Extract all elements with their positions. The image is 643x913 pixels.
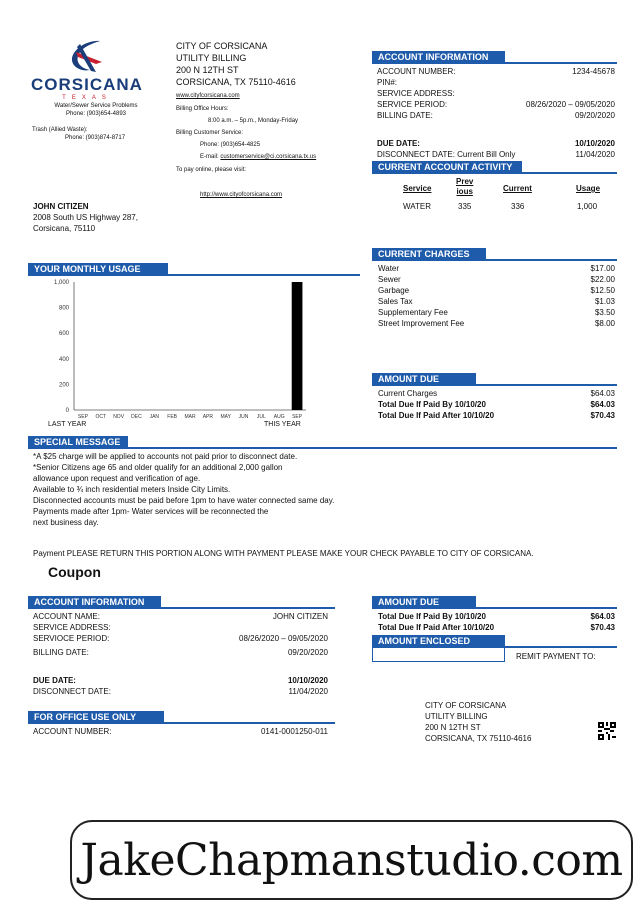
payment-instruction: Payment PLEASE RETURN THIS PORTION ALONG WITH PAYMENT PLEASE MAKE YOUR CHECK PAYABLE TO CITY OF CORSICANA.: [33, 549, 534, 558]
disconnect-label: DISCONNECT DATE: Current Bill Only: [377, 150, 516, 159]
disconnect-date: 11/04/2020: [575, 150, 615, 159]
special-line: Payments made after 1pm- Water services will be reconnected the: [33, 507, 269, 516]
account-number: 1234-45678: [572, 67, 615, 76]
coupon-due: 10/10/2020: [287, 676, 328, 685]
this-year-label: THIS YEAR: [264, 421, 301, 428]
special-rule: [128, 447, 617, 449]
customer-service-label: Billing Customer Service:: [176, 130, 244, 136]
due-block: [377, 138, 615, 160]
charge-row: [378, 296, 615, 307]
amount-enclosed-header: AMOUNT ENCLOSED: [372, 635, 505, 648]
water-label: Water/Sewer Service Problems: [54, 103, 138, 109]
office-hours-label: Billing Office Hours:: [176, 106, 229, 112]
charge-value: $17.00: [590, 264, 615, 273]
x-tick-label: NOV: [113, 414, 125, 420]
activity-rule: [522, 172, 617, 174]
y-tick-label: 0: [65, 408, 69, 414]
coupon-after-value: $70.43: [590, 623, 615, 632]
customer-name: JOHN CITIZEN: [33, 202, 89, 211]
remit-label: REMIT PAYMENT TO:: [516, 652, 596, 661]
x-tick-label: MAY: [220, 414, 231, 420]
y-tick-label: 600: [58, 331, 69, 338]
special-header: SPECIAL MESSAGE: [28, 436, 128, 449]
col-prev-line1: Prev: [456, 177, 474, 186]
watermark-text: JakeChapmanstudio.com: [80, 834, 623, 886]
coupon-due-label: DUE DATE:: [33, 676, 76, 685]
coupon-amount-due-rule: [476, 607, 617, 609]
coupon-disconnect-label: DISCONNECT DATE:: [33, 687, 111, 696]
col-service: Service: [403, 184, 432, 193]
billing-date: 09/20/2020: [574, 111, 615, 120]
x-tick-label: APR: [202, 414, 213, 420]
pay-online-link[interactable]: http://www.cityofcorsicana.com: [200, 192, 283, 198]
coupon-by-label: Total Due If Paid By 10/10/20: [378, 612, 486, 621]
service-address-label: SERVICE ADDRESS:: [377, 89, 455, 98]
charge-label: Sewer: [378, 275, 401, 284]
charge-row: [378, 274, 615, 285]
charges-header: CURRENT CHARGES: [372, 248, 486, 261]
remit-line3: 200 N 12TH ST: [425, 723, 481, 732]
coupon-billing-label: BILLING DATE:: [33, 648, 89, 657]
coupon-account-header: ACCOUNT INFORMATION: [28, 596, 161, 609]
remit-line2: UTILITY BILLING: [425, 712, 488, 721]
total-after-value: $70.43: [590, 411, 615, 420]
amount-due-rule: [476, 384, 617, 386]
x-tick-label: SEP: [77, 414, 88, 420]
usage-bar: [292, 282, 303, 410]
customer-service-email: [200, 153, 316, 161]
charge-value: $22.00: [590, 275, 615, 284]
usage-chart: [28, 276, 318, 428]
activity-previous: 335: [458, 202, 472, 211]
charge-label: Water: [378, 264, 400, 273]
coupon-account-body: [33, 611, 328, 658]
x-tick-label: MAR: [184, 414, 196, 420]
special-line: Disconnected accounts must be paid before 1pm to have water connected same day.: [33, 496, 335, 505]
remit-address: [425, 700, 531, 744]
coupon-name: JOHN CITIZEN: [272, 612, 328, 621]
coupon-period-label: SERVIOCE PERIOD:: [33, 634, 110, 643]
activity-usage: 1,000: [577, 202, 598, 211]
trash-contact: [32, 126, 152, 142]
charge-row: [378, 263, 615, 274]
special-message: [33, 451, 433, 528]
coupon-due-body: [33, 675, 328, 697]
charge-row: [378, 307, 615, 318]
account-info-header: ACCOUNT INFORMATION: [372, 51, 505, 64]
city-line1: CITY OF CORSICANA: [176, 41, 268, 51]
website-link[interactable]: www.cityfcorsicana.com: [176, 93, 240, 99]
customer-address2: Corsicana, 75110: [33, 224, 96, 233]
col-current: Current: [503, 184, 532, 193]
amount-due-body: [378, 388, 615, 421]
logo: [28, 38, 146, 102]
charge-label: Supplementary Fee: [378, 308, 448, 317]
col-usage: Usage: [576, 184, 601, 193]
office-account-row: [33, 726, 328, 737]
service-period: 08/26/2020 – 09/05/2020: [526, 100, 615, 109]
amount-enclosed-field[interactable]: [372, 648, 505, 662]
special-line: *Senior Citizens age 65 and older qualify for an additional 2,000 gallon: [33, 463, 283, 472]
special-line: *A $25 charge will be applied to accounts not paid prior to disconnect date.: [33, 452, 298, 461]
col-previous: [456, 177, 473, 197]
charge-row: [378, 318, 615, 329]
charges-rule: [486, 259, 617, 261]
activity-current: 336: [511, 202, 525, 211]
trash-phone: Phone: (903)874-8717: [65, 135, 126, 141]
x-tick-label: OCT: [95, 414, 107, 420]
coupon-by-value: $64.03: [590, 612, 615, 621]
special-line: next business day.: [33, 518, 99, 527]
charge-label: Sales Tax: [378, 297, 413, 306]
email-link[interactable]: customerservice@ci.corsicana.tx.us: [220, 154, 317, 160]
charge-value: $3.50: [594, 308, 615, 317]
charge-value: $12.50: [590, 286, 615, 295]
city-line3: 200 N 12TH ST: [176, 65, 239, 75]
customer-service-phone: Phone: (903)654-4825: [200, 142, 261, 148]
charges-list: [378, 263, 615, 329]
remit-line1: CITY OF CORSICANA: [425, 701, 507, 710]
usage-header: YOUR MONTHLY USAGE: [28, 263, 168, 276]
amount-enclosed-rule: [505, 646, 617, 648]
city-line2: UTILITY BILLING: [176, 53, 247, 63]
current-charges-label: Current Charges: [378, 389, 438, 398]
customer-address1: 2008 South US Highway 287,: [33, 213, 138, 222]
amount-due-header: AMOUNT DUE: [372, 373, 476, 386]
email-label: E-mail:: [200, 154, 219, 160]
current-charges-value: $64.03: [590, 389, 615, 398]
office-account-number: 0141-0001250-011: [260, 727, 328, 736]
x-tick-label: JUL: [256, 414, 266, 420]
coupon-amount-due-body: [378, 611, 615, 633]
charge-row: [378, 285, 615, 296]
total-by-value: $64.03: [590, 400, 615, 409]
activity-service: WATER: [403, 202, 431, 211]
water-phone: Phone: (903)654-4893: [65, 111, 127, 117]
coupon-name-label: ACCOUNT NAME:: [33, 612, 100, 621]
charge-value: $1.03: [594, 297, 615, 306]
coupon-account-rule: [161, 607, 335, 609]
office-hours: 8:00 a.m. – 5p.m., Monday-Friday: [208, 118, 299, 124]
total-after-label: Total Due If Paid After 10/10/20: [378, 411, 495, 420]
coupon-title: Coupon: [48, 564, 101, 580]
coupon-disconnect: 11/04/2020: [288, 687, 328, 696]
remit-line4: CORSICANA, TX 75110-4616: [425, 734, 532, 743]
coupon-period: 08/26/2020 – 09/05/2020: [239, 634, 328, 643]
coupon-amount-due-header: AMOUNT DUE: [372, 596, 476, 609]
watermark-box: [70, 820, 633, 900]
col-prev-line2: ious: [456, 187, 473, 196]
x-tick-label: AUG: [273, 414, 285, 420]
x-tick-label: JAN: [149, 414, 160, 420]
due-date: 10/10/2020: [574, 139, 615, 148]
account-info-body: [377, 66, 615, 121]
water-contact: [40, 102, 152, 118]
logo-sub: TEXAS: [62, 95, 112, 101]
y-tick-label: 1,000: [53, 280, 69, 286]
service-period-label: SERVICE PERIOD:: [377, 100, 448, 109]
office-use-rule: [164, 722, 335, 724]
coupon-service-address-label: SERVICE ADDRESS:: [33, 623, 111, 632]
x-tick-label: SEP: [292, 414, 303, 420]
total-by-label: Total Due If Paid By 10/10/20: [378, 400, 486, 409]
billing-date-label: BILLING DATE:: [377, 111, 433, 120]
office-account-label: ACCOUNT NUMBER:: [33, 727, 112, 736]
charge-value: $8.00: [594, 319, 615, 328]
trash-label: Trash (Allied Waste):: [32, 127, 88, 133]
customer-address: [33, 201, 138, 234]
coupon-after-label: Total Due If Paid After 10/10/20: [378, 623, 495, 632]
special-line: allowance upon request and verification of age.: [33, 474, 201, 483]
special-line: Available to ¾ inch residential meters Inside City Limits.: [33, 485, 231, 494]
due-date-label: DUE DATE:: [377, 139, 420, 148]
activity-header: CURRENT ACCOUNT ACTIVITY: [372, 161, 522, 174]
city-address: [176, 40, 356, 88]
x-tick-label: DEC: [131, 414, 142, 420]
pin-label: PIN#:: [377, 78, 398, 87]
charge-label: Garbage: [378, 286, 410, 295]
y-tick-label: 400: [58, 356, 69, 363]
logo-name: CORSICANA: [31, 75, 143, 94]
office-use-header: FOR OFFICE USE ONLY: [28, 711, 164, 724]
y-tick-label: 200: [58, 382, 69, 389]
corsicana-logo-icon: [66, 38, 106, 76]
city-line4: CORSICANA, TX 75110-4616: [176, 77, 296, 87]
last-year-label: LAST YEAR: [48, 421, 87, 428]
y-tick-label: 800: [58, 305, 69, 312]
pay-online-label: To pay online, please visit:: [176, 167, 247, 173]
coupon-billing: 09/20/2020: [287, 648, 328, 657]
x-tick-label: FEB: [167, 414, 178, 420]
charge-label: Street Improvement Fee: [378, 319, 465, 328]
qr-code-icon: [598, 722, 616, 740]
account-info-rule: [505, 62, 617, 64]
x-tick-label: JUN: [238, 414, 249, 420]
account-number-label: ACCOUNT NUMBER:: [377, 67, 456, 76]
